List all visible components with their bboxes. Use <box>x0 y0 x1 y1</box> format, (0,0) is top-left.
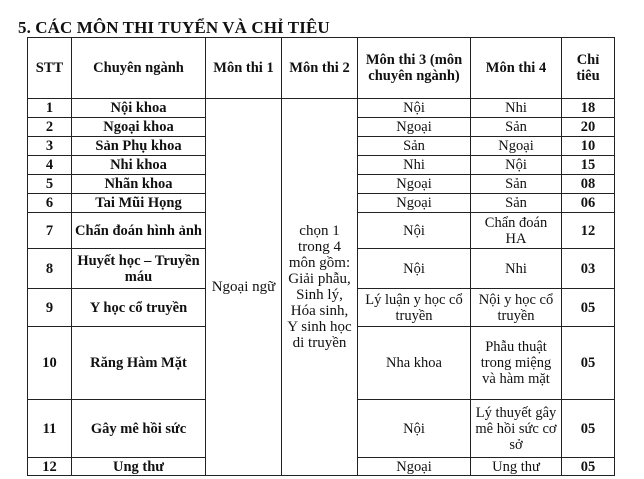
exam3-cell: Ngoại <box>358 118 471 137</box>
exam3-cell: Ngoại <box>358 194 471 213</box>
quota-cell: 05 <box>562 289 615 327</box>
header-major: Chuyên ngành <box>72 38 206 99</box>
exam4-cell: Chẩn đoán HA <box>471 213 562 249</box>
major-cell: Răng Hàm Mặt <box>72 327 206 400</box>
header-row <box>28 38 615 99</box>
stt-cell: 12 <box>28 458 72 476</box>
stt-cell: 6 <box>28 194 72 213</box>
exam4-cell: Nội <box>471 156 562 175</box>
major-cell: Nội khoa <box>72 99 206 118</box>
exam4-cell: Sản <box>471 175 562 194</box>
stt-cell: 1 <box>28 99 72 118</box>
major-cell: Y học cổ truyền <box>72 289 206 327</box>
exam1-common-cell: Ngoại ngữ <box>206 99 282 476</box>
major-cell: Sản Phụ khoa <box>72 137 206 156</box>
major-cell: Chẩn đoán hình ảnh <box>72 213 206 249</box>
exam-subjects-table <box>27 37 615 476</box>
header-quota: Chỉ tiêu <box>562 38 615 99</box>
stt-cell: 8 <box>28 249 72 289</box>
stt-cell: 2 <box>28 118 72 137</box>
quota-cell: 05 <box>562 458 615 476</box>
exam2-common-cell: chọn 1 trong 4 môn gồm: Giải phẫu, Sinh lý, Hóa sinh, Y sinh học di truyền <box>282 99 358 476</box>
exam4-cell: Ung thư <box>471 458 562 476</box>
table-row <box>28 99 615 118</box>
quota-cell: 05 <box>562 400 615 458</box>
header-exam4: Môn thi 4 <box>471 38 562 99</box>
stt-cell: 9 <box>28 289 72 327</box>
exam3-cell: Sản <box>358 137 471 156</box>
exam4-cell: Lý thuyết gây mê hồi sức cơ sở <box>471 400 562 458</box>
quota-cell: 10 <box>562 137 615 156</box>
major-cell: Nhãn khoa <box>72 175 206 194</box>
exam4-cell: Nội y học cổ truyền <box>471 289 562 327</box>
stt-cell: 11 <box>28 400 72 458</box>
major-cell: Tai Mũi Họng <box>72 194 206 213</box>
exam4-cell: Ngoại <box>471 137 562 156</box>
header-stt: STT <box>28 38 72 99</box>
section-heading: 5. CÁC MÔN THI TUYỂN VÀ CHỈ TIÊU <box>18 18 330 37</box>
exam3-cell: Nội <box>358 400 471 458</box>
major-cell: Gây mê hồi sức <box>72 400 206 458</box>
header-exam1: Môn thi 1 <box>206 38 282 99</box>
stt-cell: 3 <box>28 137 72 156</box>
quota-cell: 03 <box>562 249 615 289</box>
exam3-cell: Nhi <box>358 156 471 175</box>
exam4-cell: Nhi <box>471 99 562 118</box>
exam3-cell: Nha khoa <box>358 327 471 400</box>
stt-cell: 10 <box>28 327 72 400</box>
exam4-cell: Nhi <box>471 249 562 289</box>
major-cell: Nhi khoa <box>72 156 206 175</box>
major-cell: Ung thư <box>72 458 206 476</box>
exam3-cell: Nội <box>358 249 471 289</box>
quota-cell: 18 <box>562 99 615 118</box>
major-cell: Huyết học – Truyền máu <box>72 249 206 289</box>
stt-cell: 4 <box>28 156 72 175</box>
quota-cell: 15 <box>562 156 615 175</box>
stt-cell: 7 <box>28 213 72 249</box>
exam3-cell: Ngoại <box>358 458 471 476</box>
exam4-cell: Sản <box>471 118 562 137</box>
quota-cell: 08 <box>562 175 615 194</box>
exam4-cell: Sản <box>471 194 562 213</box>
exam3-cell: Lý luận y học cổ truyền <box>358 289 471 327</box>
exam3-cell: Nội <box>358 99 471 118</box>
header-exam3: Môn thi 3 (môn chuyên ngành) <box>358 38 471 99</box>
major-cell: Ngoại khoa <box>72 118 206 137</box>
stt-cell: 5 <box>28 175 72 194</box>
quota-cell: 05 <box>562 327 615 400</box>
quota-cell: 12 <box>562 213 615 249</box>
header-exam2: Môn thi 2 <box>282 38 358 99</box>
quota-cell: 20 <box>562 118 615 137</box>
quota-cell: 06 <box>562 194 615 213</box>
exam3-cell: Ngoại <box>358 175 471 194</box>
exam4-cell: Phẫu thuật trong miệng và hàm mặt <box>471 327 562 400</box>
exam3-cell: Nội <box>358 213 471 249</box>
